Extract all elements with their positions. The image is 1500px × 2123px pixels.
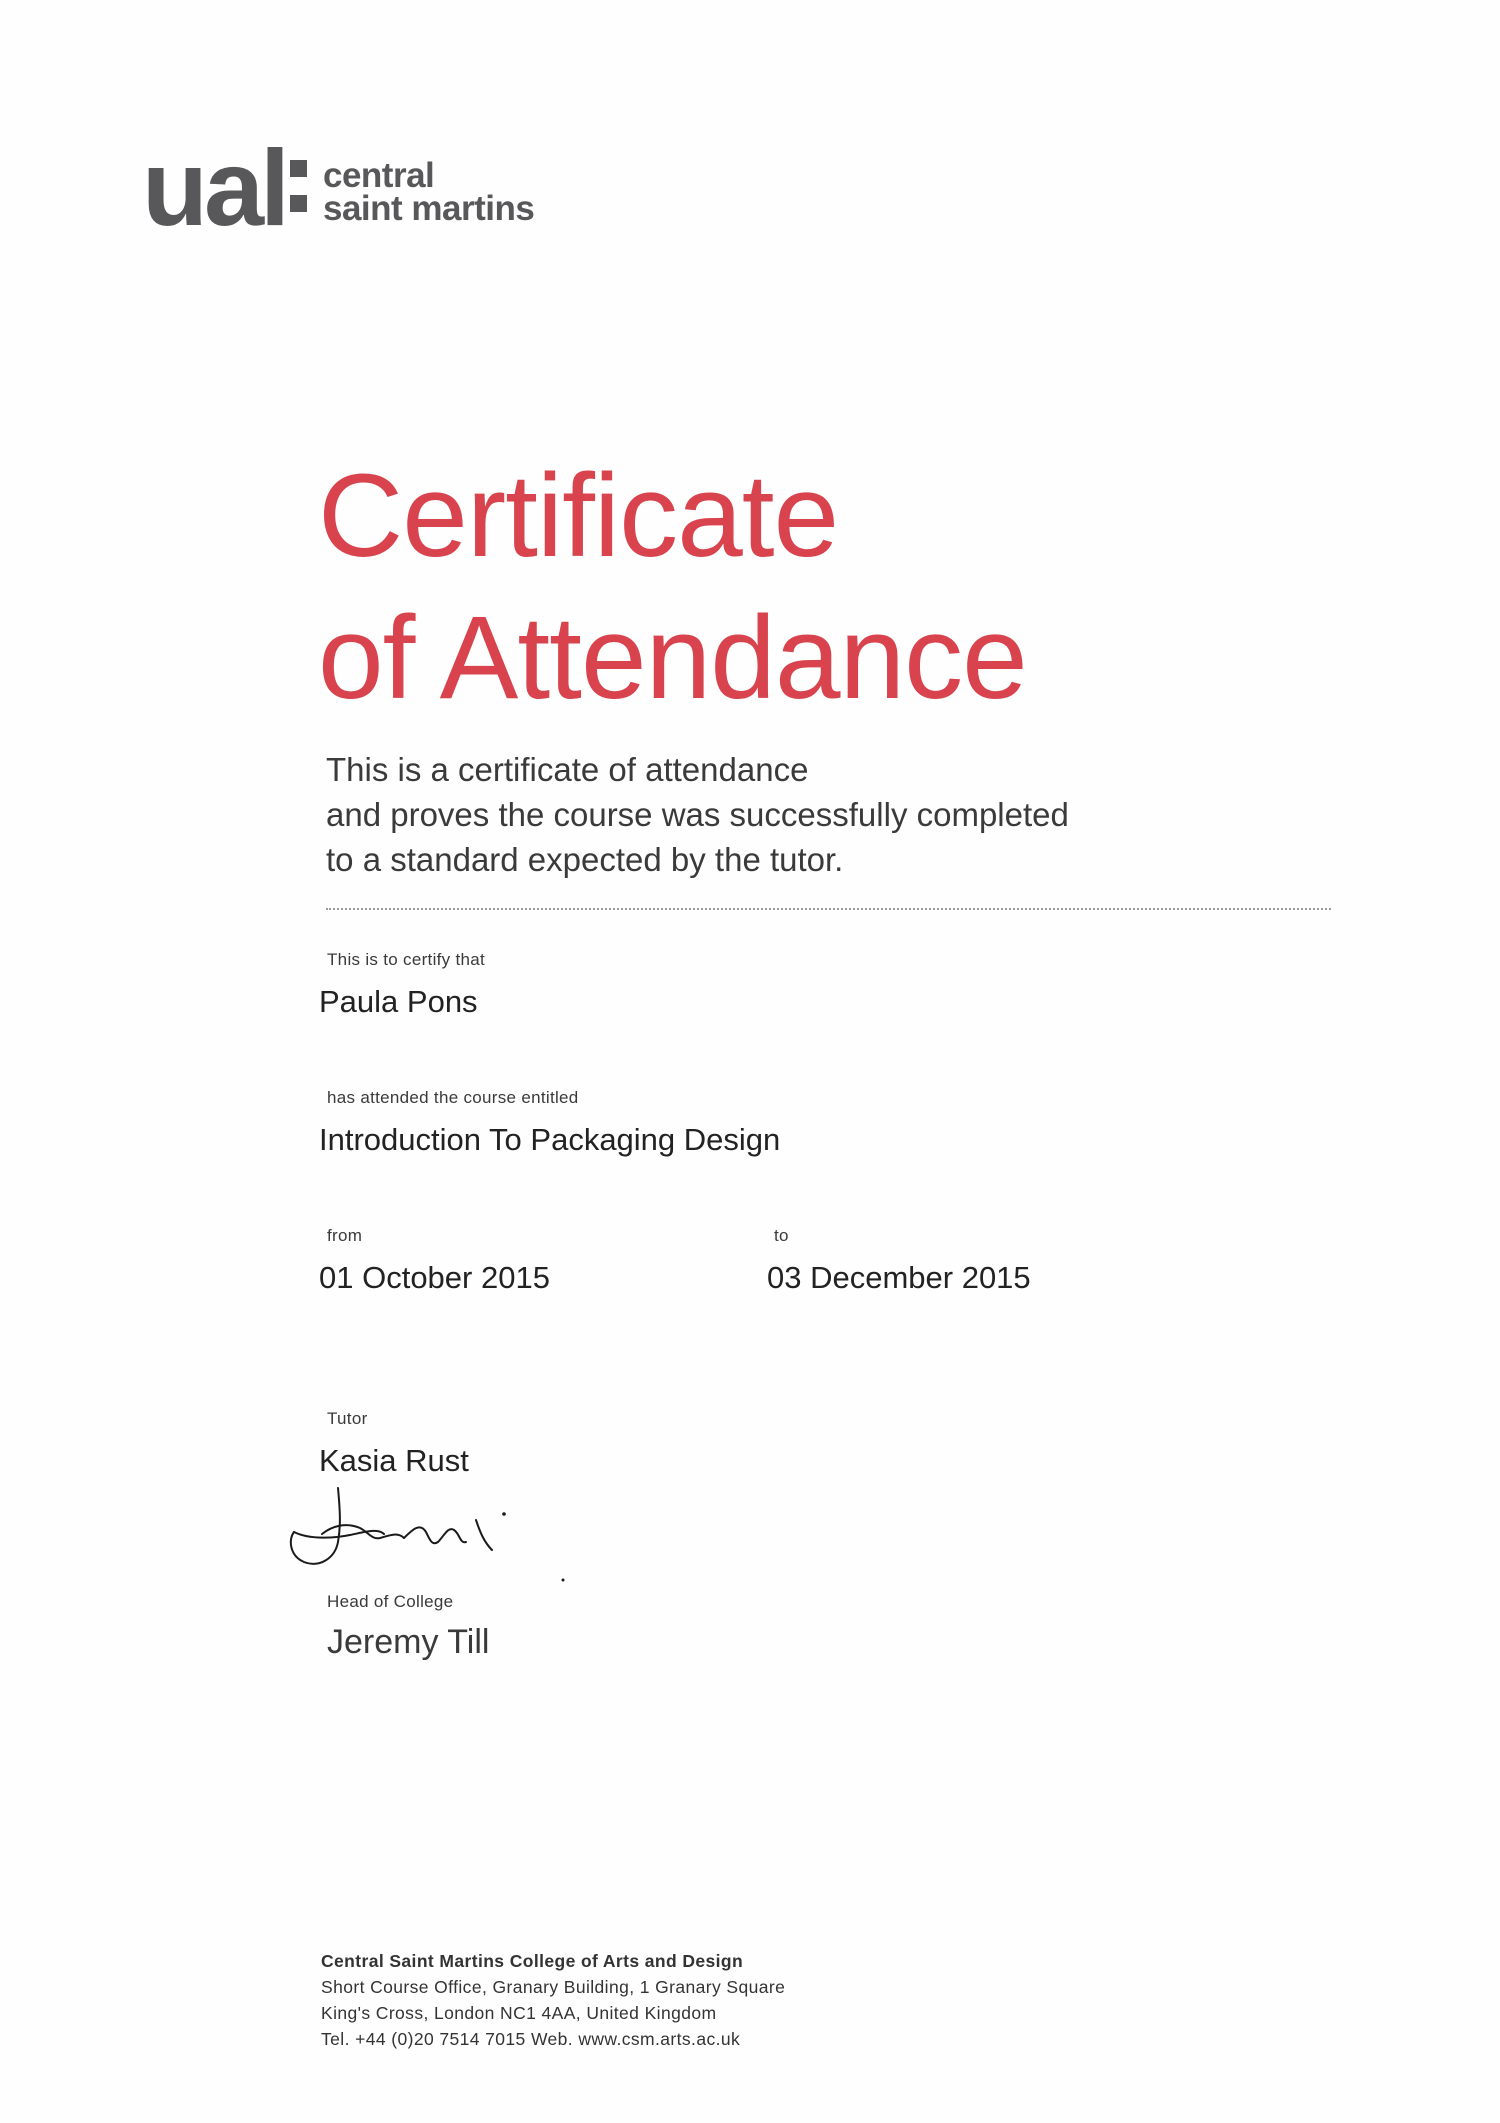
from-label: from	[327, 1226, 363, 1245]
footer-contact: Tel. +44 (0)20 7514 7015 Web. www.csm.arts.ac.uk	[321, 2029, 741, 2049]
course-label: has attended the course entitled	[327, 1088, 579, 1107]
logo-dot-top	[290, 160, 307, 177]
footer-address-line-2: King's Cross, London NC1 4AA, United Kingdom	[321, 2003, 717, 2023]
footer-address-block	[321, 1948, 785, 2052]
tutor-name: Kasia Rust	[319, 1443, 469, 1478]
recipient-name: Paula Pons	[319, 984, 478, 1019]
course-title: Introduction To Packaging Design	[319, 1122, 781, 1157]
title-line-2: of Attendance	[318, 592, 1027, 724]
logo-text-central: central	[323, 156, 435, 195]
title-line-1: Certificate	[318, 450, 839, 582]
logo-mark: ual	[142, 127, 287, 248]
intro-line-1: This is a certificate of attendance	[326, 751, 809, 788]
logo-dot-bottom	[290, 195, 307, 212]
to-date: 03 December 2015	[767, 1260, 1031, 1295]
from-date: 01 October 2015	[319, 1260, 550, 1295]
intro-paragraph	[326, 747, 1069, 882]
footer-college-name: Central Saint Martins College of Arts and Design	[321, 1951, 744, 1971]
logo-text-saint-martins: saint martins	[323, 189, 535, 228]
dotted-divider	[326, 908, 1331, 910]
intro-line-3: to a standard expected by the tutor.	[326, 841, 844, 878]
certify-label: This is to certify that	[327, 950, 486, 969]
head-of-college-name: Jeremy Till	[327, 1623, 490, 1661]
footer-address-line-1: Short Course Office, Granary Building, 1 Granary Square	[321, 1977, 786, 1997]
tutor-label: Tutor	[327, 1409, 368, 1428]
to-label: to	[774, 1226, 789, 1245]
signature-image	[280, 1480, 570, 1600]
certificate-title	[318, 445, 1027, 729]
intro-line-2: and proves the course was successfully completed	[326, 796, 1069, 833]
head-of-college-label: Head of College	[327, 1592, 454, 1611]
